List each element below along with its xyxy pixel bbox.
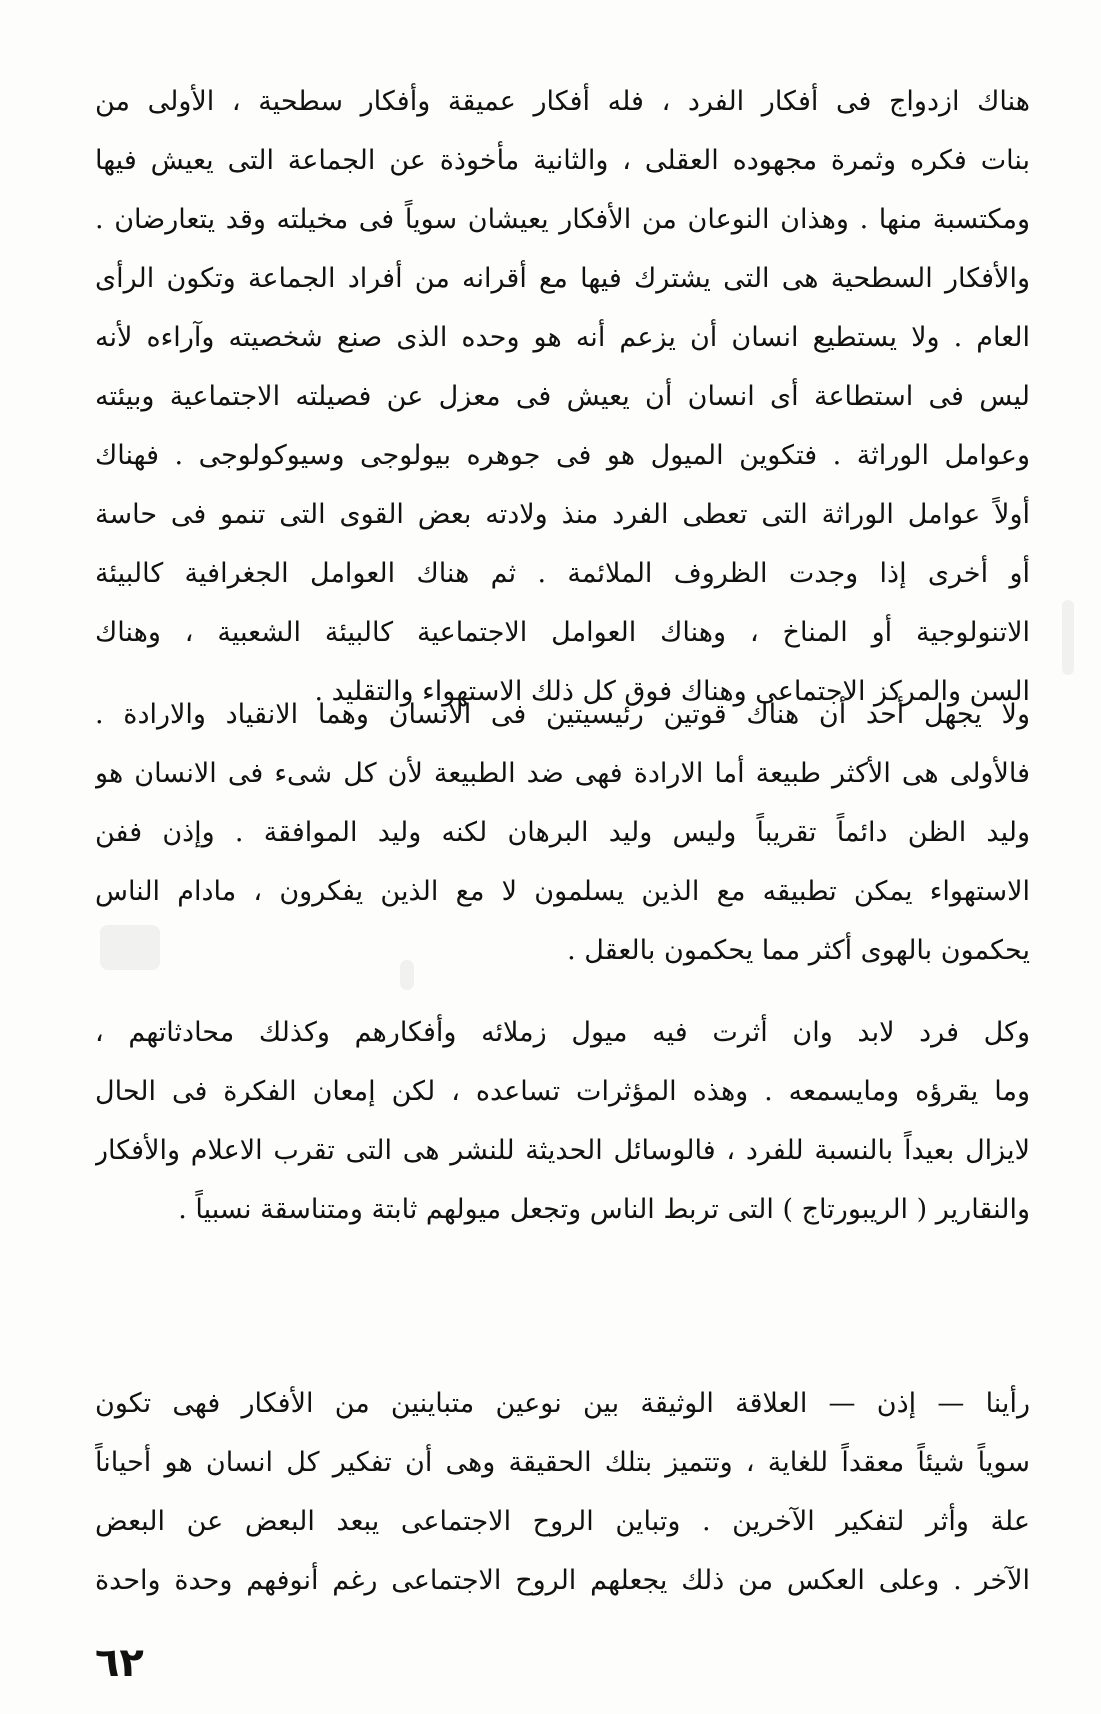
text-line: هناك ازدواج فى أفكار الفرد ، فله أفكار عميقة وأفكار سطحية ، الأولى من (95, 86, 1030, 117)
text-line: لايزال بعيداً بالنسبة للفرد ، فالوسائل الحديثة للنشر هى التى تقرب الاعلام والأفكار (95, 1135, 1030, 1166)
paragraph-4 (95, 1374, 1030, 1610)
text-line: الاستهواء يمكن تطبيقه مع الذين يسلمون لا مع الذين يفكرون ، مادام الناس (95, 876, 1030, 907)
text-line: والأفكار السطحية هى التى يشترك فيها مع أقرانه من أفراد الجماعة وتكون الرأى (95, 263, 1030, 294)
text-line: بنات فكره وثمرة مجهوده العقلى ، والثانية مأخوذة عن الجماعة التى يعيش فيها (95, 145, 1030, 176)
text-line: وكل فرد لابد وان أثرت فيه ميول زملائه وأفكارهم وكذلك محادثاتهم ، (95, 1017, 1030, 1048)
text-line: وعوامل الوراثة . فتكوين الميول هو فى جوهره بيولوجى وسيوكولوجى . فهناك (95, 440, 1030, 471)
paper-smudge (1062, 600, 1074, 675)
text-line: يحكمون بالهوى أكثر مما يحكمون بالعقل . (567, 935, 1030, 966)
text-line: ولا يجهل أحد أن هناك قوتين رئيسيتين فى الانسان وهما الانقياد والارادة . (95, 699, 1030, 730)
text-line: سوياً شيئاً معقداً للغاية ، وتتميز بتلك الحقيقة وهى أن تفكير كل انسان هو أحياناً (95, 1447, 1030, 1478)
paragraph-2 (95, 685, 1030, 980)
text-line: فالأولى هى الأكثر طبيعة أما الارادة فهى ضد الطبيعة لأن كل شىء فى الانسان هو (95, 758, 1030, 789)
text-line: أو أخرى إذا وجدت الظروف الملائمة . ثم هناك العوامل الجغرافية كالبيئة (95, 558, 1030, 589)
text-line: علة وأثر لتفكير الآخرين . وتباين الروح الاجتماعى يبعد البعض عن البعض (95, 1506, 1030, 1537)
text-line: وليد الظن دائماً تقريباً وليس وليد البرهان لكنه وليد الموافقة . وإذن ففن (95, 817, 1030, 848)
page-number: ٦٢ (95, 1640, 144, 1686)
text-line: ليس فى استطاعة أى انسان أن يعيش فى معزل عن فصيلته الاجتماعية وبيئته (95, 381, 1030, 412)
text-line: الآخر . وعلى العكس من ذلك يجعلهم الروح الاجتماعى رغم أنوفهم وحدة واحدة (95, 1565, 1030, 1596)
paragraph-3 (95, 1003, 1030, 1239)
text-line: أولاً عوامل الوراثة التى تعطى الفرد منذ ولادته بعض القوى التى تنمو فى حاسة (95, 499, 1030, 530)
text-line: ومكتسبة منها . وهذان النوعان من الأفكار يعيشان سوياً فى مخيلته وقد يتعارضان . (95, 204, 1030, 235)
text-line: السن والمركز الاجتماعى وهناك فوق كل ذلك الاستهواء والتقليد . (314, 676, 1030, 707)
text-line: وما يقرؤه ومايسمعه . وهذه المؤثرات تساعده ، لكن إمعان الفكرة فى الحال (95, 1076, 1030, 1107)
paragraph-1 (95, 72, 1030, 721)
text-line: العام . ولا يستطيع انسان أن يزعم أنه هو وحده الذى صنع شخصيته وآراءه لأنه (95, 322, 1030, 353)
text-line: الاتنولوجية أو المناخ ، وهناك العوامل الاجتماعية كالبيئة الشعبية ، وهناك (95, 617, 1030, 648)
text-line: والنقارير ( الريبورتاج ) التى تربط الناس وتجعل ميولهم ثابتة ومتناسقة نسبياً . (178, 1194, 1030, 1225)
text-line: رأينا — إذن — العلاقة الوثيقة بين نوعين متباينين من الأفكار فهى تكون (95, 1388, 1030, 1419)
